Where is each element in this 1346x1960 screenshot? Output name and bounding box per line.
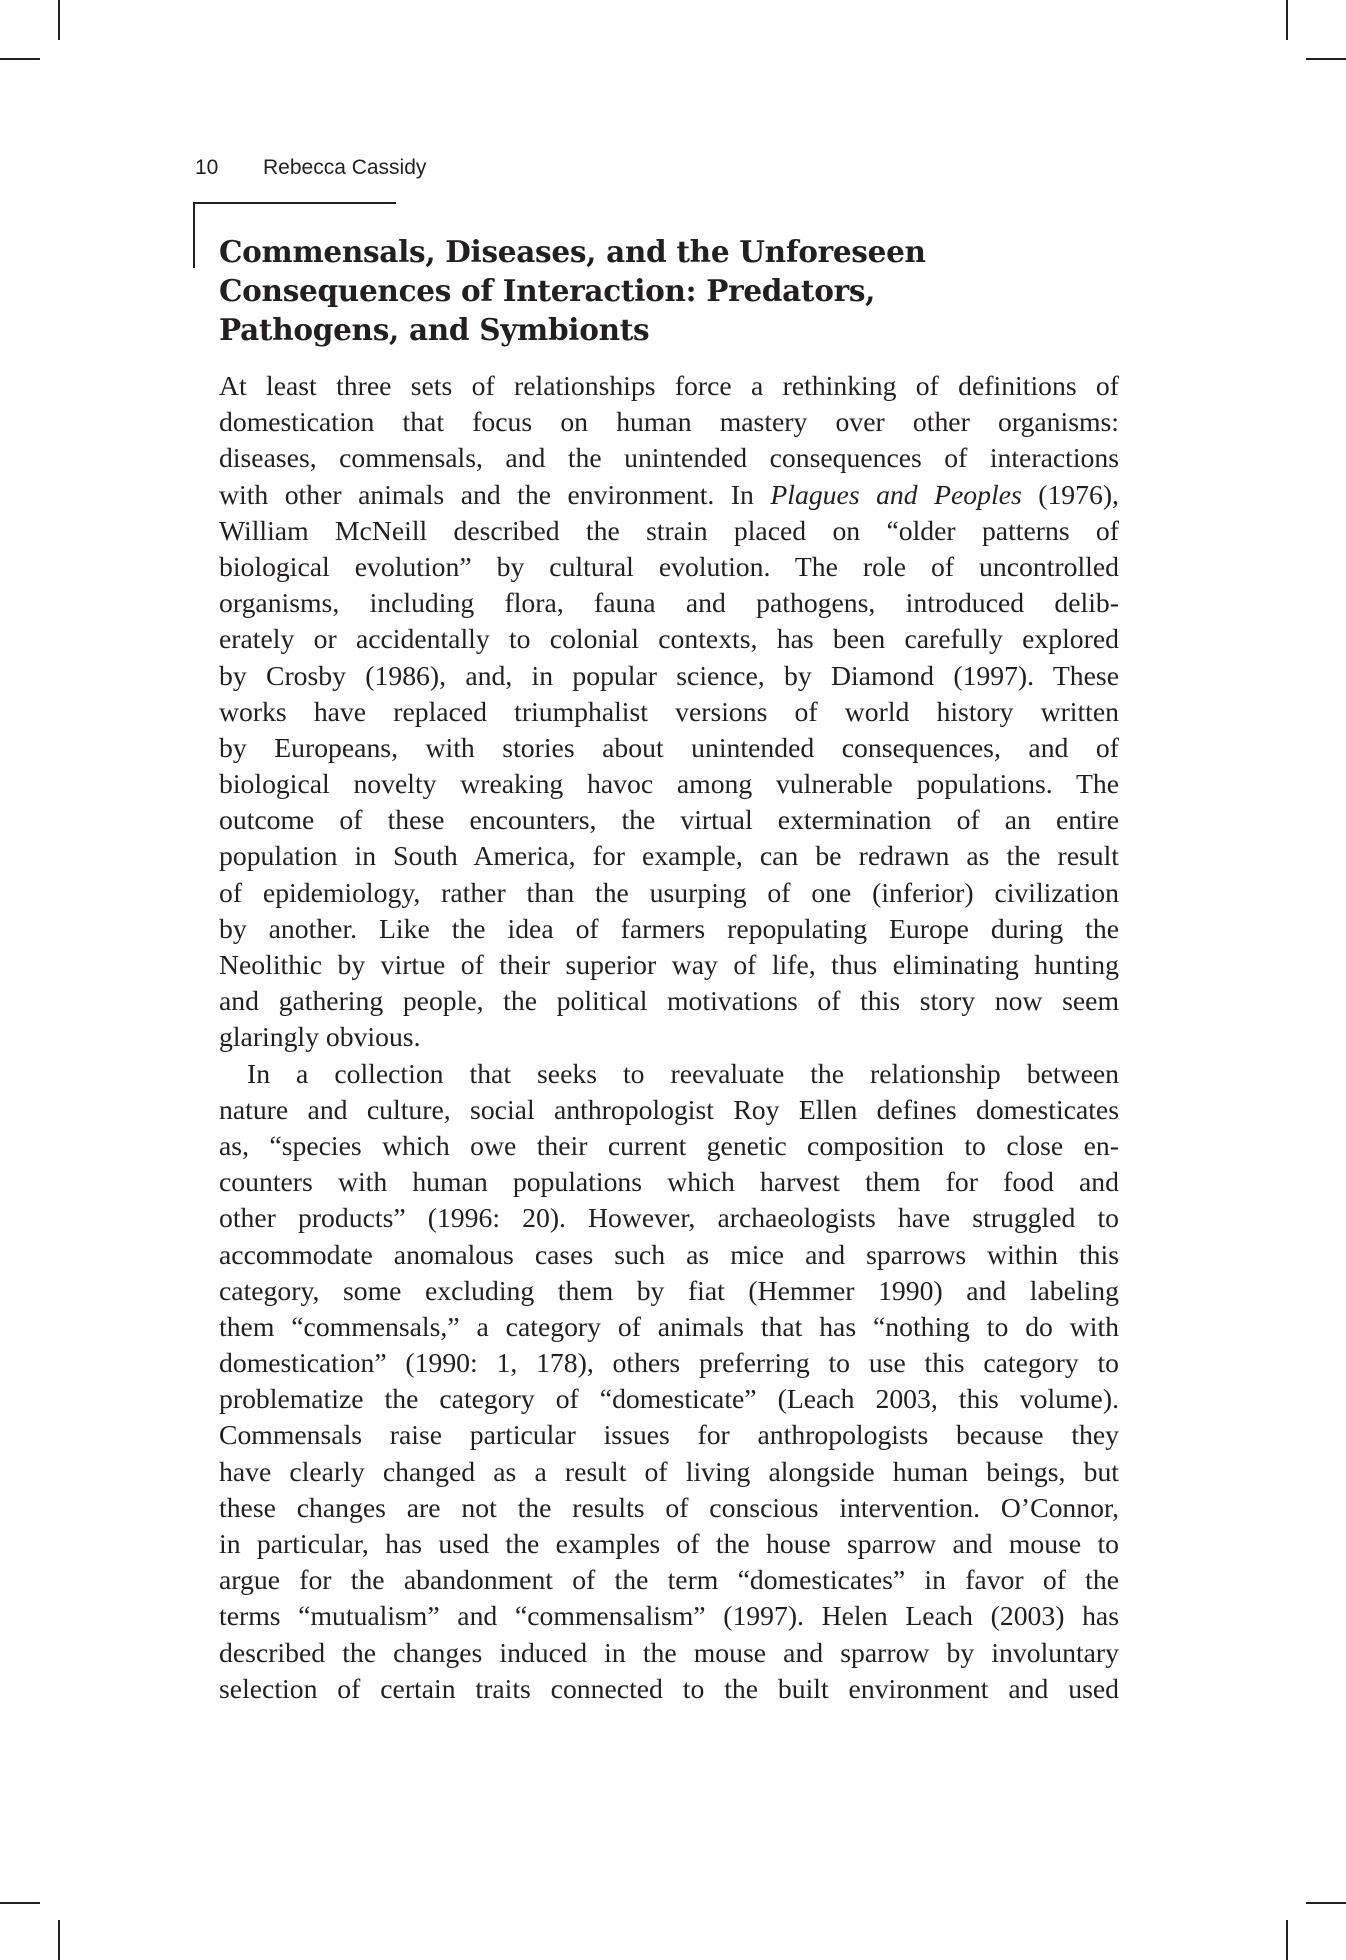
text-line: problematize the category of “domesticate” (Leach 2003, this volume). (219, 1383, 1119, 1415)
crop-mark-bottom-right-h (1306, 1902, 1346, 1904)
text-line: nature and culture, social anthropologist Roy Ellen defines domesticates (219, 1093, 1119, 1125)
text-line: other products” (1996: 20). However, archaeologists have struggled to (219, 1202, 1119, 1234)
crop-mark-top-right-v (1286, 0, 1288, 40)
text-line: counters with human populations which harvest them for food and (219, 1166, 1119, 1198)
section-heading-line: Commensals, Diseases, and the Unforeseen (219, 234, 926, 269)
text-line: terms “mutualism” and “commensalism” (1997). Helen Leach (2003) has (219, 1600, 1119, 1632)
text-line: population in South America, for example, can be redrawn as the result (219, 840, 1119, 872)
text-line: these changes are not the results of conscious intervention. O’Connor, (219, 1491, 1119, 1523)
text-line: organisms, including flora, fauna and pathogens, introduced delib- (219, 587, 1119, 619)
text-line: William McNeill described the strain placed on “older patterns of (219, 514, 1119, 546)
text-line: works have replaced triumphalist versions of world history written (219, 695, 1119, 727)
text-line: by Europeans, with stories about unintended consequences, and of (219, 731, 1119, 763)
text-line: outcome of these encounters, the virtual extermination of an entire (219, 804, 1119, 836)
text-line: glaringly obvious. (219, 1021, 421, 1053)
text-segment: with other animals and the environment. In (219, 478, 771, 510)
text-line: by another. Like the idea of farmers repopulating Europe during the (219, 912, 1119, 944)
text-line: domestication” (1990: 1, 178), others preferring to use this category to (219, 1347, 1119, 1379)
crop-mark-top-left-v (58, 0, 60, 40)
crop-mark-bottom-left-v (58, 1920, 60, 1960)
section-heading-line: Consequences of Interaction: Predators, (219, 273, 876, 308)
text-line: Neolithic by virtue of their superior way of life, thus eliminating hunting (219, 949, 1119, 980)
book-title: Plagues and Peoples (770, 478, 1022, 510)
text-line: biological evolution” by cultural evolution. The role of uncontrolled (219, 550, 1119, 582)
text-line: in particular, has used the examples of the house sparrow and mouse to (219, 1528, 1119, 1559)
paragraph-2 (219, 1056, 1119, 1707)
heading-bracket-top (193, 202, 396, 204)
text-line: diseases, commensals, and the unintended consequences of interactions (219, 442, 1119, 474)
page-number: 10 (195, 156, 219, 179)
text-line: In a collection that seeks to reevaluate the relationship between (247, 1057, 1119, 1089)
body-text (219, 368, 1119, 1707)
text-line: accommodate anomalous cases such as mice and sparrows within this (219, 1238, 1119, 1270)
text-line: have clearly changed as a result of living alongside human beings, but (219, 1455, 1119, 1487)
paragraph-1 (219, 368, 1119, 1056)
text-line: of epidemiology, rather than the usurping of one (inferior) civilization (219, 876, 1119, 908)
text-line: and gathering people, the political motivations of this story now seem (219, 985, 1119, 1017)
crop-mark-bottom-right-v (1286, 1920, 1288, 1960)
text-line: as, “species which owe their current genetic composition to close en- (219, 1129, 1119, 1161)
section-heading-line: Pathogens, and Symbionts (219, 312, 650, 347)
text-line: argue for the abandonment of the term “domesticates” in favor of the (219, 1564, 1119, 1596)
crop-mark-top-right-h (1306, 58, 1346, 60)
text-segment: (1976), (1021, 478, 1119, 510)
text-line: biological novelty wreaking havoc among vulnerable populations. The (219, 768, 1119, 800)
text-line: At least three sets of relationships force a rethinking of definitions of (219, 370, 1119, 401)
running-head (195, 156, 426, 180)
heading-bracket-left (193, 202, 195, 268)
text-line: them “commensals,” a category of animals that has “nothing to do with (219, 1310, 1119, 1342)
text-line: erately or accidentally to colonial contexts, has been carefully explored (219, 623, 1119, 655)
text-line: domestication that focus on human mastery over other organisms: (219, 406, 1119, 438)
running-head-author: Rebecca Cassidy (263, 156, 427, 179)
section-heading (219, 232, 979, 349)
crop-mark-bottom-left-h (0, 1902, 40, 1904)
crop-mark-top-left-h (0, 58, 40, 60)
text-line: by Crosby (1986), and, in popular science, by Diamond (1997). These (219, 659, 1119, 691)
text-line: described the changes induced in the mouse and sparrow by involuntary (219, 1636, 1119, 1668)
text-line: selection of certain traits connected to the built environment and used (219, 1672, 1119, 1704)
text-line (219, 477, 1119, 513)
text-line: category, some excluding them by fiat (Hemmer 1990) and labeling (219, 1274, 1119, 1306)
text-line: Commensals raise particular issues for anthropologists because they (219, 1419, 1119, 1451)
